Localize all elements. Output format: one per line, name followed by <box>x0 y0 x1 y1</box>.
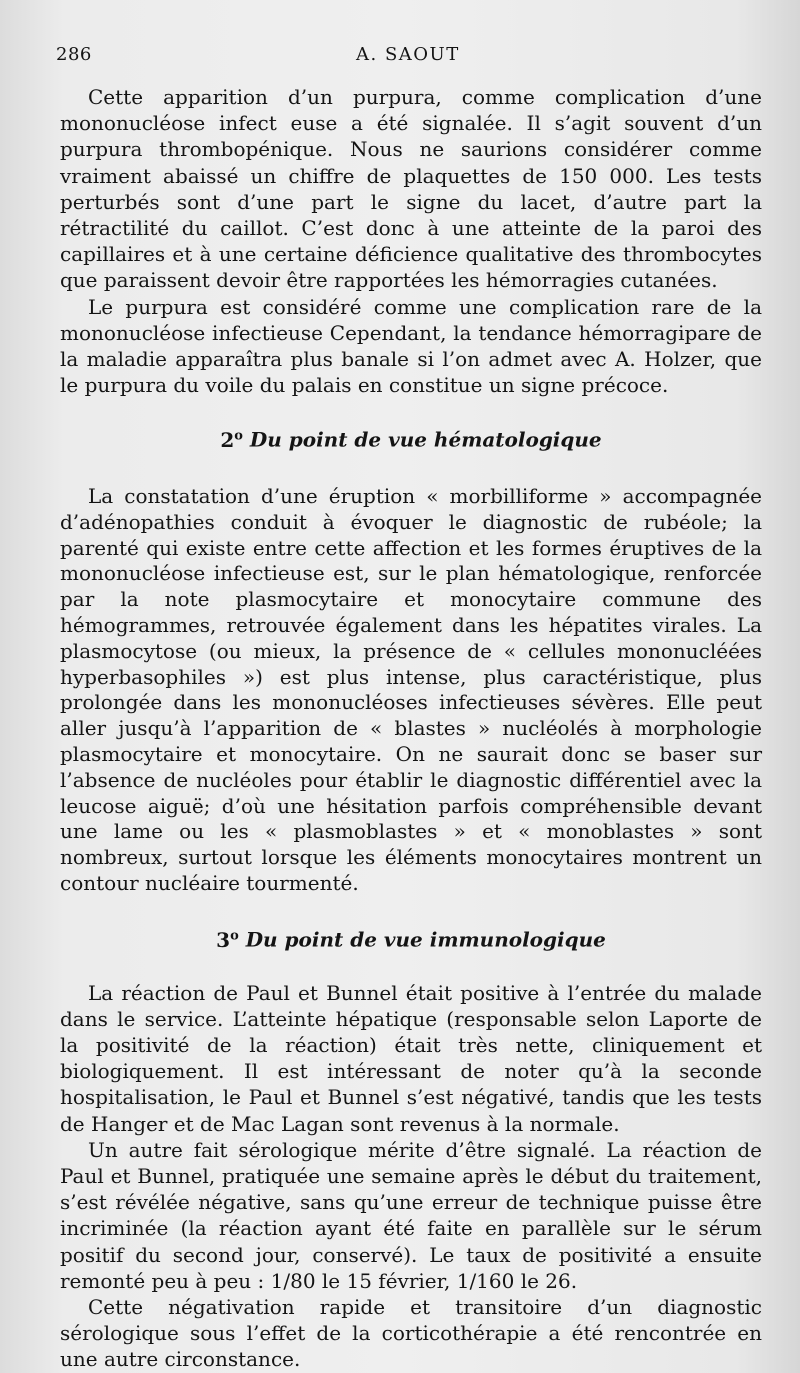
running-head-author: A. SAOUT <box>356 44 460 65</box>
paragraph-paul-bunnel: La réaction de Paul et Bunnel était positive à l’entrée du malade dans le service. L’atteinte hépatique (responsable selon Laporte de la positivité de la réaction) était très nette, cliniquement et biologiquement. Il est intéressant de noter qu’à la seconde hospitalisation, le Paul et Bunnel s’est négativé, tandis que les tests de Hanger et de Mac Lagan sont revenus à la normale. <box>60 980 762 1136</box>
section-heading-immunologique <box>60 923 762 953</box>
section-ordinal: 3$^o$ <box>216 927 239 952</box>
section-heading-hematologique <box>60 423 762 453</box>
paragraph-purpura-complication: Cette apparition d’un purpura, comme complication d’une mononucléose infect euse a été signalée. Il s’agit souvent d’un purpura thrombopénique. Nous ne saurions considérer comme vraiment abaissé un chiffre de plaquettes de 150 000. Les tests perturbés sont d’une part le signe du lacet, d’autre part la rétractilité du caillot. C’est donc à une atteinte de la paroi des capillaires et à une certaine déficience qualitative des thrombocytes que paraissent devoir être rapportées les hémorragies cutanées. <box>60 85 762 293</box>
ordinal-superscript: o <box>234 428 243 444</box>
section-title: Du point de vue hématologique <box>249 428 602 453</box>
paragraph-hematologique: La constatation d’une éruption « morbilliforme » accompagnée d’adénopathies conduit à évoquer le diagnostic de rubéole; la parenté qui existe entre cette affection et les formes éruptives de la mononucléose infectieuse est, sur le plan hématologique, renforcée par la note plasmocytaire et monocytaire commune des hémogrammes, retrouvée également dans les hépatites virales. La plasmocytose (ou mieux, la présence de « cellules mononucléées hyperbasophiles ») est plus intense, plus caractéristique, plus prolongée dans les mononucléoses infectieuses sévères. Elle peut aller jusqu’à l’apparition de « blastes » nucléolés à morphologie plasmocytaire et monocytaire. On ne saurait donc se baser sur l’absence de nucléoles pour établir le diagnostic différentiel avec la leucose aiguë; d’où une hésitation parfois compréhensible devant une lame ou les « plasmoblastes » et « monoblastes » sont nombreux, surtout lorsque les éléments monocytaires montrent un contour nucléaire tourmenté. <box>60 484 762 896</box>
body-text <box>60 84 762 1373</box>
paragraph-purpura-rare: Le purpura est considéré comme une complication rare de la mononucléose infectieuse Cependant, la tendance hémorragipare de la maladie apparaîtra plus banale si l’on admet avec A. Holzer, que le purpura du voile du palais en constitue un signe précoce. <box>60 294 762 398</box>
ordinal-superscript: o <box>230 927 239 943</box>
paragraph-serologique: Un autre fait sérologique mérite d’être signalé. La réaction de Paul et Bunnel, pratiquée une semaine après le début du traitement, s’est révélée négative, sans qu’une erreur de technique puisse être incriminée (la réaction ayant été faite en parallèle sur le sérum positif du second jour, conservé). Le taux de positivité a ensuite remonté peu à peu : 1/80 le 15 février, 1/160 le 26. <box>60 1137 762 1293</box>
page-number: 286 <box>56 44 92 65</box>
section-title: Du point de vue immunologique <box>245 927 606 952</box>
section-ordinal: 2$^o$ <box>220 428 243 453</box>
page-header <box>56 44 756 74</box>
paragraph-negativation: Cette négativation rapide et transitoire d’un diagnostic sérologique sous l’effet de la corticothérapie a été rencontrée en une autre circonstance. <box>60 1294 762 1372</box>
